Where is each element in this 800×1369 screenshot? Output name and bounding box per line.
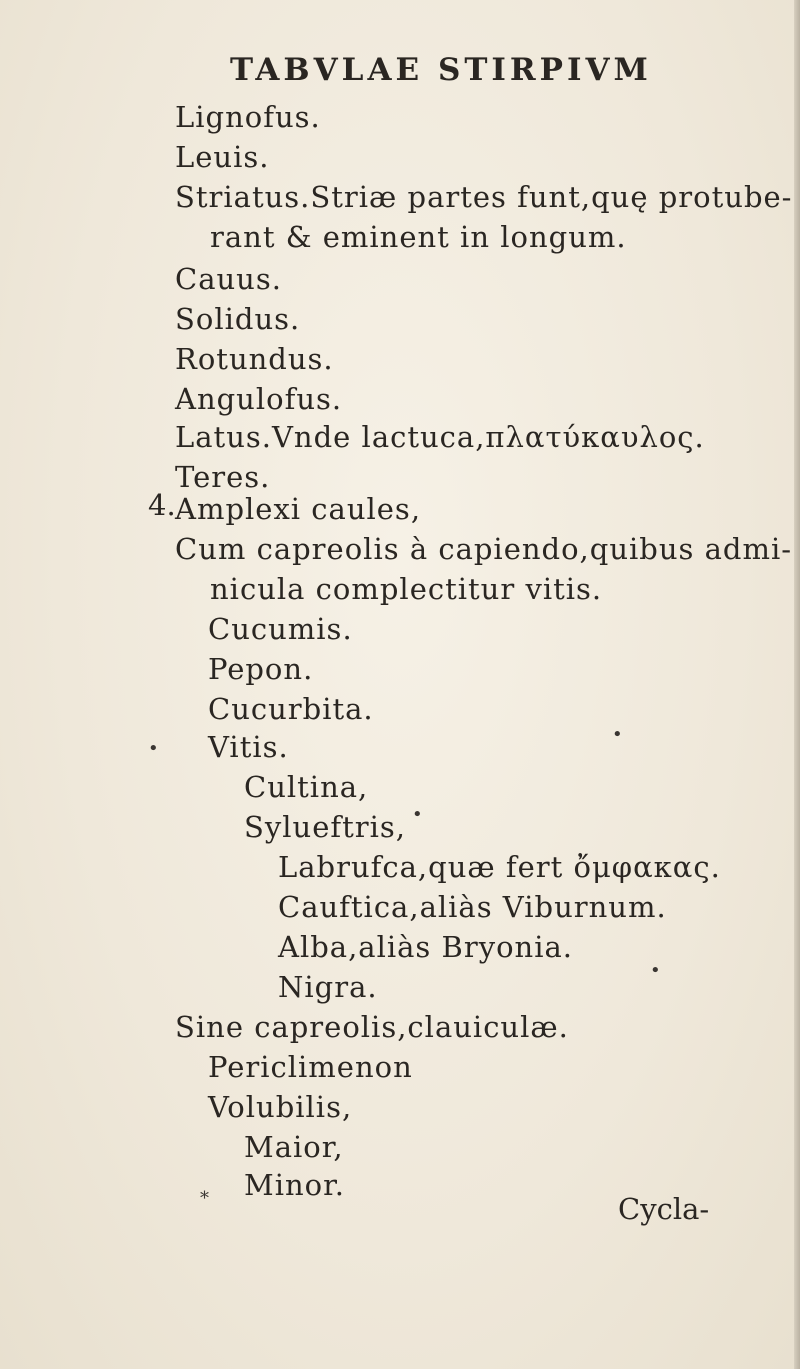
text-line: Cum capreolis à capiendo,quibus admi- <box>175 532 793 566</box>
margin-bullet: • <box>612 724 623 745</box>
text-line: Nigra. <box>278 970 378 1004</box>
text-line: Striatus.Striæ partes funt,quę protube- <box>175 180 793 214</box>
text-line: Cauftica,aliàs Viburnum. <box>278 890 667 924</box>
asterisk-mark: * <box>200 1188 209 1209</box>
text-line: Sine capreolis,clauiculæ. <box>175 1010 569 1044</box>
text-line: Angulofus. <box>175 382 343 416</box>
text-line: Rotundus. <box>175 342 334 376</box>
margin-bullet: • <box>148 738 159 759</box>
text-line: Latus.Vnde lactuca,πλατύκαυλος. <box>175 420 705 454</box>
catchword: Cycla- <box>618 1192 710 1226</box>
margin-bullet: • <box>412 804 423 825</box>
text-line: Cauus. <box>175 262 282 296</box>
text-line: Maior, <box>244 1130 344 1164</box>
text-line: rant & eminent in longum. <box>210 220 627 254</box>
text-line: Lignofus. <box>175 100 321 134</box>
text-line: Cucumis. <box>208 612 353 646</box>
text-line: Volubilis, <box>208 1090 353 1124</box>
text-line: Solidus. <box>175 302 301 336</box>
text-line: nicula complectitur vitis. <box>210 572 603 606</box>
text-line: Amplexi caules, <box>175 492 422 526</box>
text-line: Cucurbita. <box>208 692 374 726</box>
text-line: Pepon. <box>208 652 314 686</box>
page-edge <box>794 0 800 1369</box>
text-line: Periclimenon <box>208 1050 413 1084</box>
section-number: 4. <box>148 488 176 522</box>
margin-bullet: • <box>650 960 661 981</box>
text-line: Leuis. <box>175 140 270 174</box>
text-line: Labrufca,quæ fert ὄμφακας. <box>278 850 721 884</box>
running-header: TABVLAE STIRPIVM <box>230 52 652 88</box>
text-line: Cultina, <box>244 770 369 804</box>
text-line: Vitis. <box>208 730 289 764</box>
text-line: Alba,aliàs Bryonia. <box>278 930 573 964</box>
text-line: Minor. <box>244 1168 346 1202</box>
text-line: Sylueftris, <box>244 810 406 844</box>
text-line: Teres. <box>175 460 271 494</box>
